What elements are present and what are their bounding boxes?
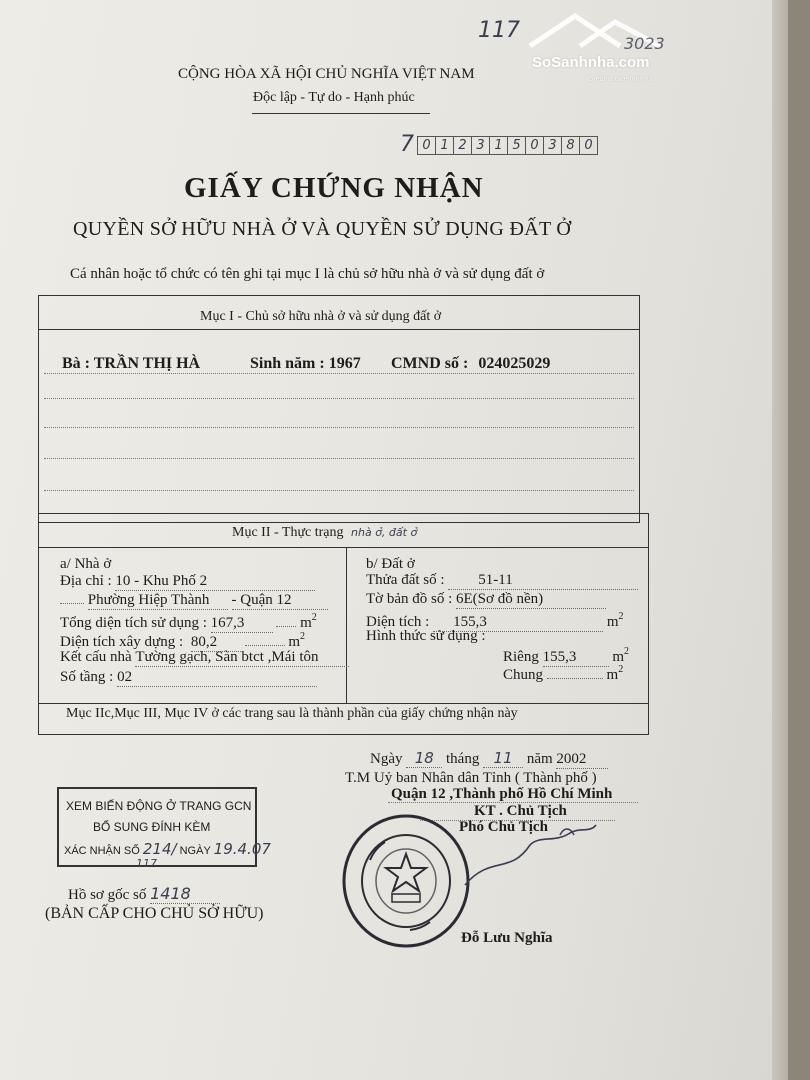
district-value: - Quận 12	[232, 592, 328, 610]
floors-line	[60, 669, 317, 687]
plot-label: Thửa đất số :	[366, 572, 445, 588]
certificate-title: GIẤY CHỨNG NHẬN	[184, 172, 484, 204]
page-edge	[772, 0, 788, 1080]
national-motto: Độc lập - Tự do - Hạnh phúc	[253, 90, 415, 105]
land-area-label: Diện tích :	[366, 614, 430, 630]
stamp-date: 19.4.07	[213, 840, 271, 858]
plot-line	[366, 572, 638, 590]
dossier-line	[68, 884, 220, 904]
serial-digit: 0	[579, 136, 598, 155]
plot-value: 51-11	[448, 572, 638, 590]
structure-label: Kết cấu nhà	[60, 649, 132, 665]
blank-line-3	[44, 458, 634, 459]
land-area-value: 155,3	[433, 614, 603, 632]
blank-line-1	[44, 398, 634, 399]
id-line	[391, 355, 550, 373]
stamp-confirm-label: XÁC NHẬN SỐ	[64, 845, 140, 857]
serial-digit: 0	[525, 136, 544, 155]
stamp-line1: XEM BIẾN ĐỘNG Ở TRANG GCN	[66, 799, 252, 813]
copy-note: (BẢN CẤP CHO CHỦ SỞ HỮU)	[45, 905, 264, 922]
authority-label: T.M Uỷ ban Nhân dân Tỉnh ( Thành phố )	[345, 770, 597, 786]
floors-label: Số tầng :	[60, 669, 114, 685]
year-label: năm	[526, 751, 553, 767]
stamp-date-label: NGÀY	[179, 845, 211, 857]
serial-digit: 0	[417, 136, 436, 155]
ward-value: Phường Hiệp Thành	[88, 592, 228, 610]
country-name: CỘNG HÒA XÃ HỘI CHỦ NGHĨA VIỆT NAM	[178, 66, 475, 82]
corner-handwritten-number: 117	[478, 18, 520, 43]
section2-heading-note: nhà ở, đất ở	[351, 526, 418, 539]
watermark-brand: SoSanhnha.com	[532, 54, 650, 71]
stamp-confirm-number: 214/	[142, 840, 177, 858]
shared-value	[547, 664, 603, 679]
shared-label: Chung	[503, 667, 544, 683]
birth-label: Sinh năm :	[250, 355, 325, 372]
private-label: Riêng	[503, 649, 539, 665]
serial-digit: 3	[471, 136, 490, 155]
land-heading: b/ Đất ở	[366, 556, 415, 572]
structure-line	[60, 649, 349, 667]
structure-value: Tường gạch, Sàn btct ,Mái tôn	[135, 649, 349, 667]
day-value: 18	[406, 749, 442, 768]
id-number: 024025029	[478, 355, 551, 372]
stamp-line3	[64, 840, 271, 858]
total-area-line	[60, 612, 317, 633]
stamp-line2: BỔ SUNG ĐÍNH KÈM	[93, 820, 211, 834]
id-label: CMND số :	[391, 355, 469, 372]
serial-digit: 2	[453, 136, 472, 155]
day-label: Ngày	[370, 751, 403, 767]
owner-name: TRẦN THỊ HÀ	[93, 355, 201, 372]
built-area-value: 80,2	[191, 634, 241, 652]
authority-value: Quận 12 ,Thành phố Hồ Chí Minh	[391, 786, 613, 802]
month-label: tháng	[446, 751, 480, 767]
owner-line	[62, 355, 200, 373]
section1-heading: Mục I - Chủ sở hữu nhà ở và sử dụng đất ở	[200, 309, 442, 324]
section2-heading-text: Mục II - Thực trạng	[232, 525, 344, 540]
motto-underline	[252, 113, 430, 114]
owner-label: Bà :	[62, 355, 90, 372]
birth-line	[250, 355, 361, 373]
map-line	[366, 591, 606, 609]
month-value: 11	[483, 749, 523, 768]
serial-digit: 8	[561, 136, 580, 155]
signature-scribble-icon	[460, 815, 600, 895]
certificate-intro: Cá nhân hoặc tổ chức có tên ghi tại mục I là chủ sở hữu nhà ở và sử dụng đất ở	[70, 266, 545, 282]
map-label: Tờ bản đồ số :	[366, 591, 453, 607]
section2-footer-divider	[38, 703, 648, 704]
total-area-label: Tổng diện tích sử dụng :	[60, 615, 207, 631]
section2-footer: Mục IIc,Mục III, Mục IV ở các trang sau là thành phần của giấy chứng nhận này	[66, 706, 518, 721]
deputy-chairman: Phó Chủ Tịch	[459, 819, 548, 835]
section2-divider	[38, 547, 648, 548]
section2-column-divider	[346, 547, 347, 703]
address-label: Địa chỉ :	[60, 573, 112, 589]
section2-heading	[232, 525, 417, 541]
stamp-note: 117	[136, 857, 157, 870]
private-unit: $m^2$	[612, 646, 630, 665]
address-line	[60, 573, 315, 591]
watermark-tagline: Great choice for you	[588, 76, 652, 83]
dossier-number: 1418	[150, 884, 220, 904]
serial-digit: 3	[543, 136, 562, 155]
corner-stamp-number: 3023	[624, 34, 665, 53]
blank-line-2	[44, 427, 634, 428]
shared-unit: $m^2$	[606, 664, 624, 683]
usage-label: Hình thức sử dụng :	[366, 628, 486, 644]
dossier-label: Hồ sơ gốc số	[68, 887, 147, 903]
built-area-label: Diện tích xây dựng :	[60, 634, 184, 650]
certificate-subtitle: QUYỀN SỞ HỮU NHÀ Ở VÀ QUYỀN SỬ DỤNG ĐẤT Ở	[73, 218, 572, 240]
seal-emblem-icon	[340, 812, 472, 950]
shared-line	[503, 664, 623, 684]
map-value: 6E(Sơ đồ nền)	[456, 591, 606, 609]
address-value: 10 - Khu Phố 2	[115, 573, 315, 591]
birth-year: 1967	[328, 355, 361, 372]
serial-prefix: 7	[400, 132, 414, 157]
year-value: 2002	[556, 751, 608, 769]
house-heading: a/ Nhà ở	[60, 556, 112, 572]
official-seal	[340, 812, 472, 950]
private-value: 155,3	[543, 649, 609, 667]
section1-divider	[38, 329, 639, 330]
built-area-unit: $m^2$	[288, 631, 306, 650]
owner-dotted-line	[44, 373, 634, 374]
kt-chairman: KT . Chủ Tịch	[474, 803, 567, 819]
blank-line-4	[44, 490, 634, 491]
serial-digit: 5	[507, 136, 526, 155]
serial-digit: 1	[489, 136, 508, 155]
date-line	[370, 749, 608, 769]
total-area-value: 167,3	[211, 615, 273, 633]
floors-value: 02	[117, 669, 317, 687]
serial-digit: 1	[435, 136, 454, 155]
land-area-unit: $m^2$	[606, 611, 624, 630]
signer-name: Đỗ Lưu Nghĩa	[461, 930, 553, 946]
ward-line	[60, 592, 328, 610]
total-area-unit: $m^2$	[300, 612, 317, 631]
serial-number	[418, 136, 598, 155]
